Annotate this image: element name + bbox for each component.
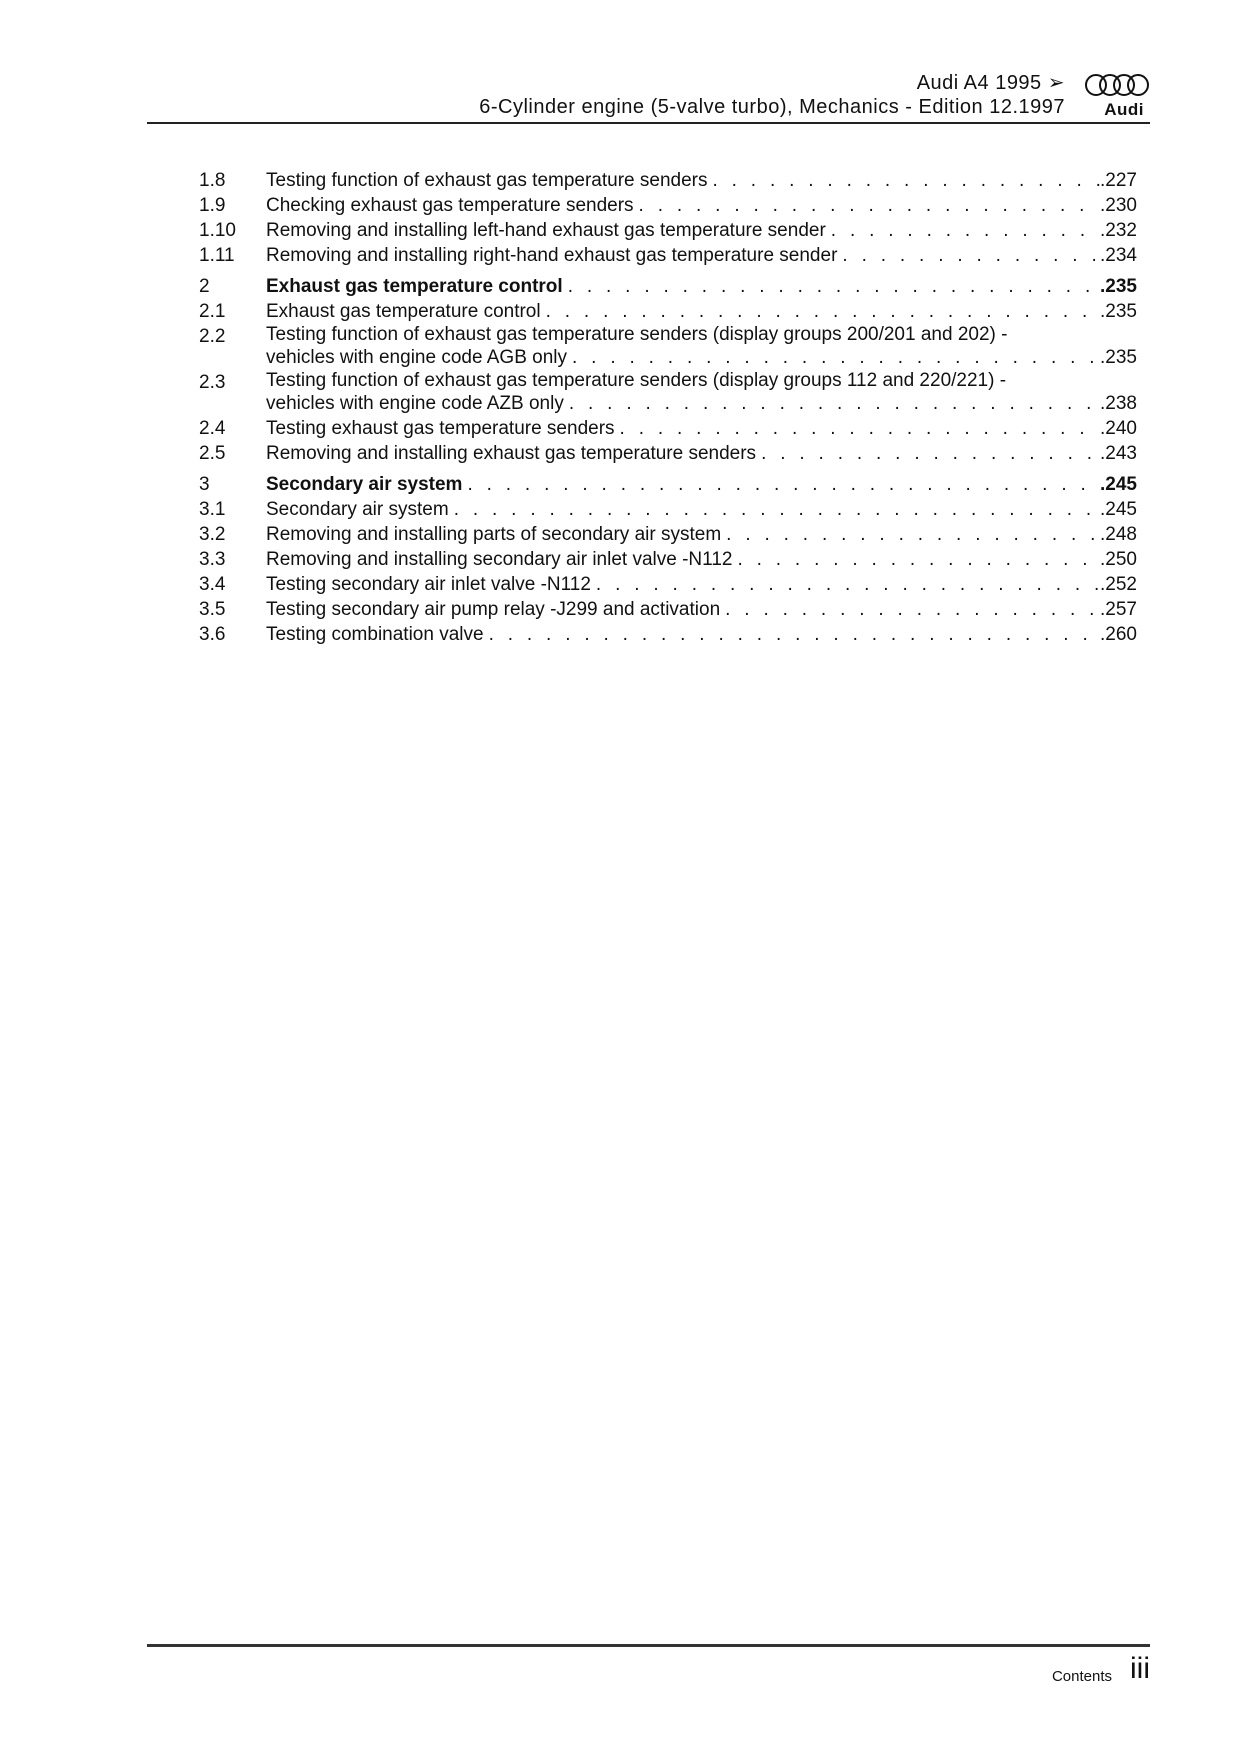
toc-entry[interactable] [199,522,1137,547]
audi-rings-logo-icon [1084,72,1150,98]
toc-number: 3.4 [199,574,226,595]
toc-title: Testing function of exhaust gas temperature senders [266,170,708,191]
toc-title: Removing and installing exhaust gas temperature senders [266,443,757,464]
toc-title: Removing and installing secondary air inlet valve -N112 [266,549,733,570]
toc-entry[interactable] [199,299,1137,324]
toc-title: Removing and installing left-hand exhaust gas temperature sender [266,220,826,241]
header-divider [147,122,1150,124]
toc-entry[interactable] [199,324,1137,370]
table-of-contents [199,168,1137,647]
toc-title: Testing exhaust gas temperature senders [266,418,615,439]
toc-title: vehicles with engine code AGB only [266,347,568,368]
toc-title: Testing secondary air inlet valve -N112 [266,574,591,595]
toc-page: .248 [1100,524,1137,545]
toc-page: .235 [1100,276,1137,297]
toc-page: .234 [1100,245,1137,266]
toc-title: Testing combination valve [266,624,484,645]
toc-page: .252 [1100,574,1137,595]
toc-title: Testing secondary air pump relay -J299 and activation [266,599,721,620]
toc-entry[interactable] [199,622,1137,647]
dot-leader [620,416,1100,441]
toc-title-line: Testing function of exhaust gas temperature senders (display groups 200/201 and 202) - [266,324,1008,345]
toc-number: 2.4 [199,418,226,439]
toc-page: .235 [1100,301,1137,322]
dot-leader [831,218,1100,243]
toc-section-entry[interactable] [199,274,1137,299]
toc-page: .245 [1100,499,1137,520]
dot-leader [546,299,1100,324]
toc-entry[interactable] [199,416,1137,441]
audi-brand-logo: Audi [1104,100,1144,119]
toc-page: .243 [1100,443,1137,464]
toc-page: .232 [1100,220,1137,241]
toc-number: 1.9 [199,195,226,216]
toc-number: 3 [199,474,210,495]
dot-leader [467,472,1100,497]
toc-page: .245 [1100,474,1137,495]
footer-divider [147,1644,1150,1647]
footer-label: Contents [1051,1668,1112,1685]
toc-entry[interactable] [199,547,1137,572]
dot-leader [725,597,1100,622]
toc-entry[interactable] [199,497,1137,522]
dot-leader [712,168,1100,193]
toc-page: .260 [1100,624,1137,645]
toc-number: 1.11 [199,245,235,266]
toc-entry[interactable] [199,597,1137,622]
toc-number: 2.1 [199,301,226,322]
dot-leader [568,274,1100,299]
toc-entry[interactable] [199,168,1137,193]
toc-entry[interactable] [199,572,1137,597]
toc-title: Checking exhaust gas temperature senders [266,195,634,216]
dot-leader [454,497,1100,522]
toc-title: Removing and installing right-hand exhaust gas temperature sender [266,245,838,266]
dot-leader [596,572,1100,597]
toc-number: 2.2 [199,326,226,347]
dot-leader [761,441,1100,466]
toc-title: Removing and installing parts of secondary air system [266,524,722,545]
dot-leader [569,391,1100,416]
toc-number: 2 [199,276,210,297]
toc-number: 3.6 [199,624,226,645]
dot-leader [639,193,1100,218]
toc-number: 1.10 [199,220,236,241]
toc-title: Secondary air system [266,499,449,520]
toc-page: .257 [1100,599,1137,620]
toc-page: .238 [1100,393,1137,414]
toc-number: 3.3 [199,549,226,570]
toc-page: .250 [1100,549,1137,570]
document-subtitle: 6-Cylinder engine (5-valve turbo), Mechanics - Edition 12.1997 [479,96,1065,118]
toc-title: Secondary air system [266,474,463,495]
toc-page: .240 [1100,418,1137,439]
toc-number: 3.5 [199,599,226,620]
toc-title: vehicles with engine code AZB only [266,393,564,414]
toc-title: Exhaust gas temperature control [266,276,563,297]
toc-number: 1.8 [199,170,226,191]
dot-leader [572,345,1100,370]
toc-number: 3.1 [199,499,226,520]
toc-title: Exhaust gas temperature control [266,301,541,322]
toc-page: .227 [1100,170,1137,191]
toc-entry[interactable] [199,441,1137,466]
toc-section-entry[interactable] [199,472,1137,497]
toc-number: 2.5 [199,443,226,464]
dot-leader [489,622,1100,647]
toc-number: 3.2 [199,524,226,545]
toc-number: 2.3 [199,372,226,393]
dot-leader [737,547,1100,572]
toc-entry[interactable] [199,193,1137,218]
page-number: iii [1130,1652,1150,1685]
dot-leader [842,243,1100,268]
dot-leader [726,522,1100,547]
document-title: Audi A4 1995 ➢ [916,72,1065,94]
toc-entry[interactable] [199,370,1137,416]
toc-page: .235 [1100,347,1137,368]
toc-page: .230 [1100,195,1137,216]
toc-entry[interactable] [199,243,1137,268]
toc-entry[interactable] [199,218,1137,243]
toc-title-line: Testing function of exhaust gas temperature senders (display groups 112 and 220/221) - [266,370,1007,391]
